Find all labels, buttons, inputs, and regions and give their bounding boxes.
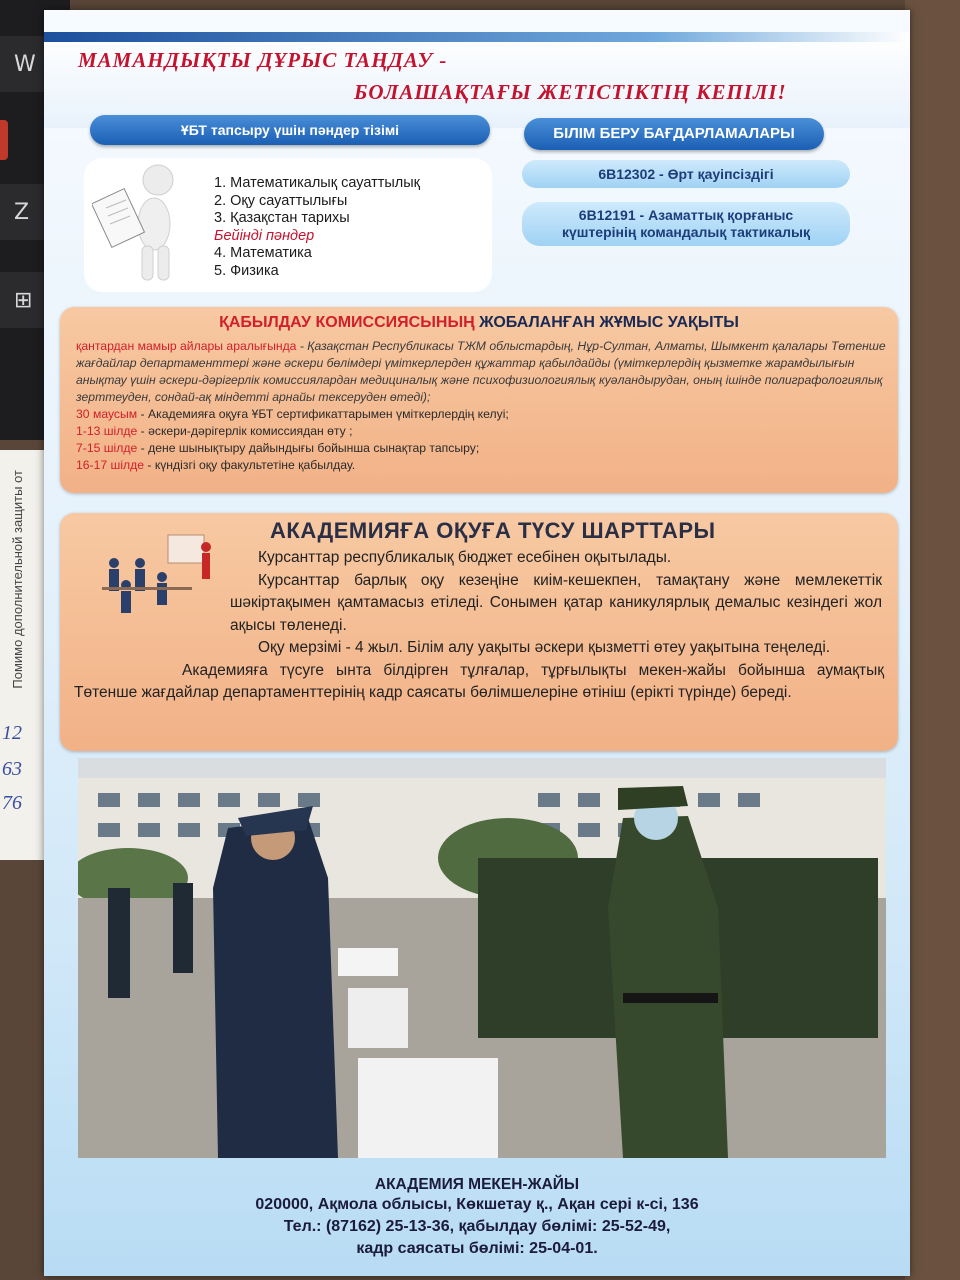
- program-line: күштерінің командалық тактикалық: [561, 224, 811, 240]
- schedule-event: - дене шынықтыру дайындығы бойынша сынақтар тапсыру;: [137, 441, 480, 455]
- conditions-paragraph: Академияға түсуге ынта білдірген тұлғалар, тұрғылықты мекен-жайы бойынша аумақтық Төтенше жағдайлар департаменттерінің кадр саясаты бөлімшелеріне өтініш (ерікті түрінде) береді.: [74, 661, 884, 701]
- schedule-title-rest: ЖОБАЛАНҒАН ЖҰМЫС УАҚЫТЫ: [474, 314, 739, 331]
- conditions-box: [60, 513, 898, 751]
- flyer-title-line2: БОЛАШАҚТАҒЫ ЖЕТІСТІКТІҢ КЕПІЛІ!: [354, 80, 787, 104]
- subjects-list: [214, 175, 420, 280]
- schedule-date: 1-13 шілде: [76, 424, 138, 438]
- schedule-date: 16-17 шілде: [76, 458, 145, 472]
- conditions-paragraph: Курсанттар республикалық бюджет есебінен оқытылады.: [258, 549, 672, 566]
- schedule-event: - күндізгі оқу факультетіне қабылдау.: [144, 458, 356, 472]
- red-indicator: [0, 120, 8, 160]
- conditions-text: [230, 547, 882, 637]
- schedule-title: [60, 314, 898, 332]
- flyer: [44, 10, 910, 1276]
- conditions-title: АКАДЕМИЯҒА ОҚУҒА ТҮСУ ШАРТТАРЫ: [270, 518, 716, 543]
- phone-line: Тел.: (87162) 25-13-36, қабылдау бөлімі: 25-52-49,: [283, 1218, 671, 1235]
- schedule-date: 30 маусым: [76, 407, 138, 421]
- schedule-title-red: ҚАБЫЛДАУ КОМИССИЯСЫНЫҢ: [219, 314, 475, 331]
- schedule-intro-text: - Қазақстан Республикасы ТЖМ облыстардың, Нұр-Султан, Алматы, Шымкент қалалары Төтенше жағдайлар департаменттері және әскери бөлімдері үміткерлерден құжаттар қабылдайды (үміткерлердің қызметке жарамдылығын анықтау үшін әскери-дәрігерлік комиссиялардан медициналық және психофизиологиялық куәландырудан, оның ішінде полиграфологиялық зерттеуден, сондай-ақ міндетті арнайы тексеруден өтеді);: [76, 339, 886, 404]
- table-surface: [905, 0, 960, 1280]
- program-line: 6В12191 - Азаматтық қорғаныс: [578, 207, 794, 223]
- schedule-box: [60, 307, 898, 493]
- address-title: АКАДЕМИЯ МЕКЕН-ЖАЙЫ: [374, 1176, 580, 1193]
- person-clipboard-illustration: [92, 160, 202, 284]
- profile-subjects-label: Бейінді пәндер: [214, 227, 315, 244]
- conditions-full-text: [74, 637, 884, 705]
- phone-line: кадр саясаты бөлімі: 25-04-01.: [356, 1240, 598, 1257]
- conditions-paragraph: Курсанттар барлық оқу кезеңіне киім-кешекпен, тамақтану және мемлекеттік шәкіртақымен қамтамасыз етіледі. Сонымен қатар каникулярлық демалыс кезіндегі жол ақысы төленеді.: [230, 571, 882, 634]
- subject-item: 4. Математика: [214, 245, 312, 261]
- address-line: 020000, Ақмола облысы, Көкшетау қ., Ақан сері к-сі, 136: [255, 1196, 699, 1213]
- keyboard-key: Z: [0, 184, 52, 240]
- handwriting: 76: [2, 792, 22, 814]
- subject-item: 1. Математикалық сауаттылық: [214, 175, 421, 191]
- program-fire-safety: 6В12302 - Өрт қауіпсіздігі: [522, 160, 850, 188]
- keyboard-key: W: [0, 36, 52, 92]
- schedule-text: [76, 338, 888, 474]
- program-civil-defense: [522, 202, 850, 246]
- schedule-intro-period: қантардан мамыр айлары аралығында: [76, 339, 297, 353]
- handwriting: 63: [2, 758, 22, 780]
- subject-item: 3. Қазақстан тарихы: [214, 210, 350, 226]
- schedule-event: - әскери-дәрігерлік комиссиядан өту ;: [137, 424, 353, 438]
- programs-header: БІЛІМ БЕРУ БАҒДАРЛАМАЛАРЫ: [524, 118, 824, 150]
- side-paper-text: Помимо дополнительной защиты от: [10, 470, 25, 689]
- schedule-date: 7-15 шілде: [76, 441, 138, 455]
- windows-key: ⊞: [0, 272, 52, 328]
- cadets-ceremony-photo: [78, 758, 886, 1158]
- classroom-illustration: [92, 529, 222, 619]
- schedule-event: - Академияға оқуға ҰБТ сертификаттарымен үміткерлердің келуі;: [137, 407, 509, 421]
- flyer-title-line1: МАМАНДЫҚТЫ ДҰРЫС ТАҢДАУ -: [78, 48, 448, 72]
- photo-scene: [78, 758, 886, 1158]
- subject-item: 5. Физика: [214, 262, 279, 279]
- subject-item: 2. Оқу сауаттылығы: [214, 192, 348, 209]
- conditions-paragraph: Оқу мерзімі - 4 жыл. Білім алу уақыты әскери қызметті өтеу уақытына теңеледі.: [258, 639, 831, 656]
- subjects-header: ҰБТ тапсыру үшін пәндер тізімі: [90, 115, 490, 145]
- handwriting: 12: [2, 722, 22, 744]
- side-paper: [0, 450, 44, 860]
